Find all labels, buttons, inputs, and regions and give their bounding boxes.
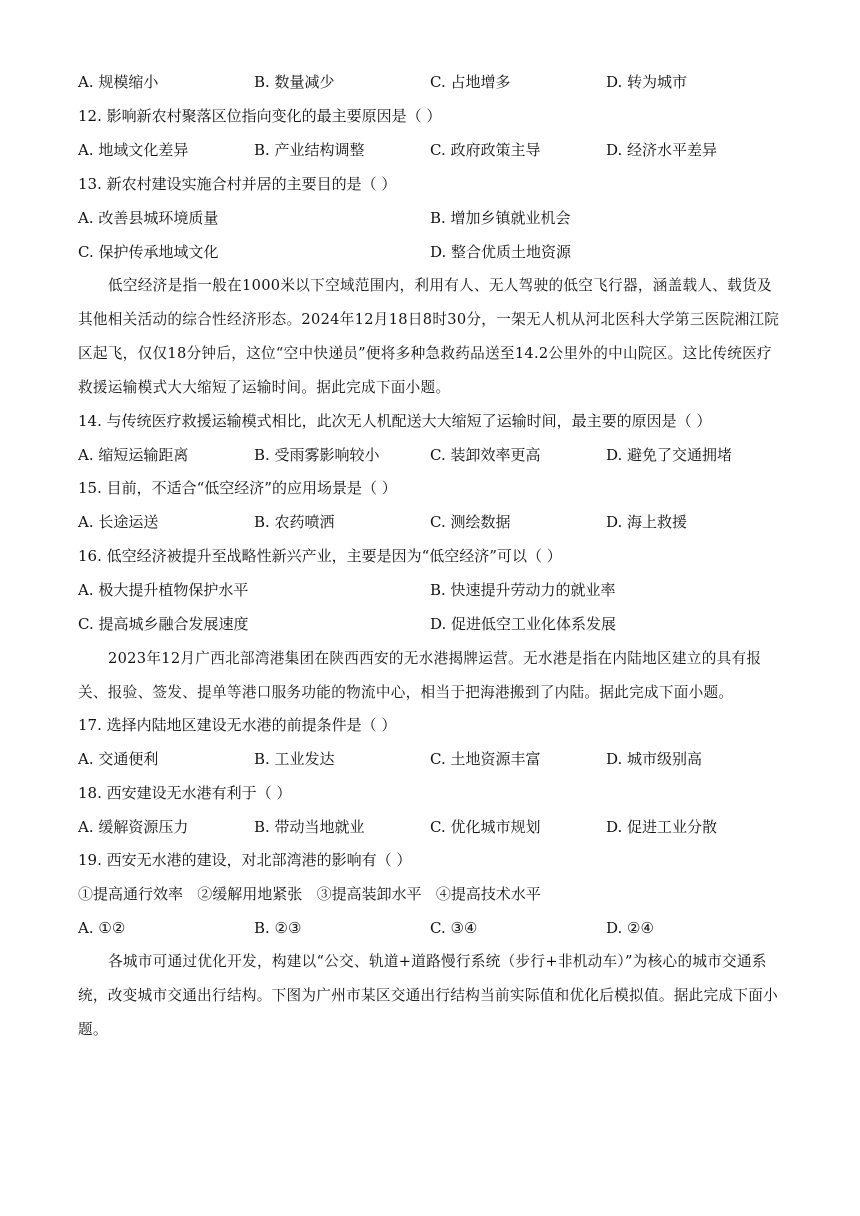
q13-option-c: C. 保护传承地域文化: [78, 243, 219, 261]
passage-dry-port: [78, 642, 783, 710]
passage-1-text: 低空经济是指一般在1000米以下空域范围内，利用有人、无人驾驶的低空飞行器，涵盖载人、载货及其他相关活动的综合性经济形态。2024年12月18日8时30分，一架无人机从河北医科大学第三医院湘江院区起飞，仅仅18分钟后，这位“空中快递员”便将多种急救药品送至14.2公里外的中山院区。这比传统医疗救援运输模式大大缩短了运输时间。据此完成下面小题。: [78, 277, 780, 396]
q16-option-d: D. 促进低空工业化体系发展: [430, 615, 617, 633]
q16-options-row1: [78, 579, 783, 601]
passage-2-text: 2023年12月广西北部湾港集团在陕西西安的无水港揭牌运营。无水港是指在内陆地区建立的具有报关、报验、签发、提单等港口服务功能的物流中心，相当于把海港搬到了内陆。据此完成下面小题。: [78, 650, 762, 701]
q11-option-a: A. 规模缩小: [78, 73, 159, 91]
q11-option-d: D. 转为城市: [606, 73, 688, 91]
q16-option-c: C. 提高城乡融合发展速度: [78, 615, 249, 633]
q11-option-c: C. 占地增多: [430, 73, 511, 91]
q11-options: [78, 71, 783, 93]
q19-option-d: D. ②④: [606, 919, 654, 937]
q14-option-b: B. 受雨雾影响较小: [254, 446, 380, 464]
q17-options: [78, 748, 783, 770]
q17-option-b: B. 工业发达: [254, 750, 335, 768]
q15-stem: 15. 目前，不适合“低空经济”的应用场景是（ ）: [78, 479, 397, 497]
q16-option-b: B. 快速提升劳动力的就业率: [430, 581, 616, 599]
q14-option-d: D. 避免了交通拥堵: [606, 446, 733, 464]
q16-stem: 16. 低空经济被提升至战略性新兴产业，主要是因为“低空经济”可以（ ）: [78, 547, 562, 565]
q12-option-b: B. 产业结构调整: [254, 141, 365, 159]
q19-stem: 19. 西安无水港的建设，对北部湾港的影响有（ ）: [78, 851, 412, 869]
q12-option-c: C. 政府政策主导: [430, 141, 541, 159]
q15-option-d: D. 海上救援: [606, 513, 688, 531]
q18-option-b: B. 带动当地就业: [254, 818, 365, 836]
q13-options-row2: [78, 241, 783, 263]
q13-option-d: D. 整合优质土地资源: [430, 243, 572, 261]
q15-option-c: C. 测绘数据: [430, 513, 511, 531]
q14-options: [78, 444, 783, 466]
q18-option-a: A. 缓解资源压力: [78, 818, 189, 836]
q18-option-c: C. 优化城市规划: [430, 818, 541, 836]
q14-stem: 14. 与传统医疗救援运输模式相比，此次无人机配送大大缩短了运输时间，最主要的原因是（ ）: [78, 412, 712, 430]
q16-option-a: A. 极大提升植物保护水平: [78, 581, 249, 599]
q14-option-c: C. 装卸效率更高: [430, 446, 541, 464]
passage-urban-transport: [78, 945, 783, 1047]
q16-options-row2: [78, 613, 783, 635]
q14-option-a: A. 缩短运输距离: [78, 446, 189, 464]
q19-option-c: C. ③④: [430, 919, 478, 937]
q15-option-b: B. 农药喷洒: [254, 513, 335, 531]
passage-3-text: 各城市可通过优化开发，构建以“公交、轨道+道路慢行系统（步行+非机动车）”为核心的城市交通系统，改变城市交通出行结构。下图为广州市某区交通出行结构当前实际值和优化后模拟值。据此完成下面小题。: [78, 953, 779, 1038]
q13-options-row1: [78, 207, 783, 229]
q15-option-a: A. 长途运送: [78, 513, 159, 531]
q17-option-a: A. 交通便利: [78, 750, 159, 768]
q13-stem: 13. 新农村建设实施合村并居的主要目的是（ ）: [78, 175, 397, 193]
q19-option-b: B. ②③: [254, 919, 302, 937]
q12-options: [78, 139, 783, 161]
q19-statements: ①提高通行效率 ②缓解用地紧张 ③提高装卸水平 ④提高技术水平: [78, 885, 541, 903]
q13-option-a: A. 改善县城环境质量: [78, 209, 219, 227]
q19-options: [78, 917, 783, 939]
q18-stem: 18. 西安建设无水港有利于（ ）: [78, 784, 292, 802]
q12-stem: 12. 影响新农村聚落区位指向变化的最主要原因是（ ）: [78, 107, 442, 125]
q18-option-d: D. 促进工业分散: [606, 818, 718, 836]
q11-option-b: B. 数量减少: [254, 73, 335, 91]
q18-options: [78, 816, 783, 838]
q17-option-d: D. 城市级别高: [606, 750, 703, 768]
q17-option-c: C. 土地资源丰富: [430, 750, 541, 768]
q12-option-a: A. 地域文化差异: [78, 141, 189, 159]
q12-option-d: D. 经济水平差异: [606, 141, 718, 159]
q17-stem: 17. 选择内陆地区建设无水港的前提条件是（ ）: [78, 716, 397, 734]
q13-option-b: B. 增加乡镇就业机会: [430, 209, 571, 227]
q15-options: [78, 511, 783, 533]
q19-option-a: A. ①②: [78, 919, 126, 937]
passage-low-altitude-economy: [78, 269, 783, 405]
